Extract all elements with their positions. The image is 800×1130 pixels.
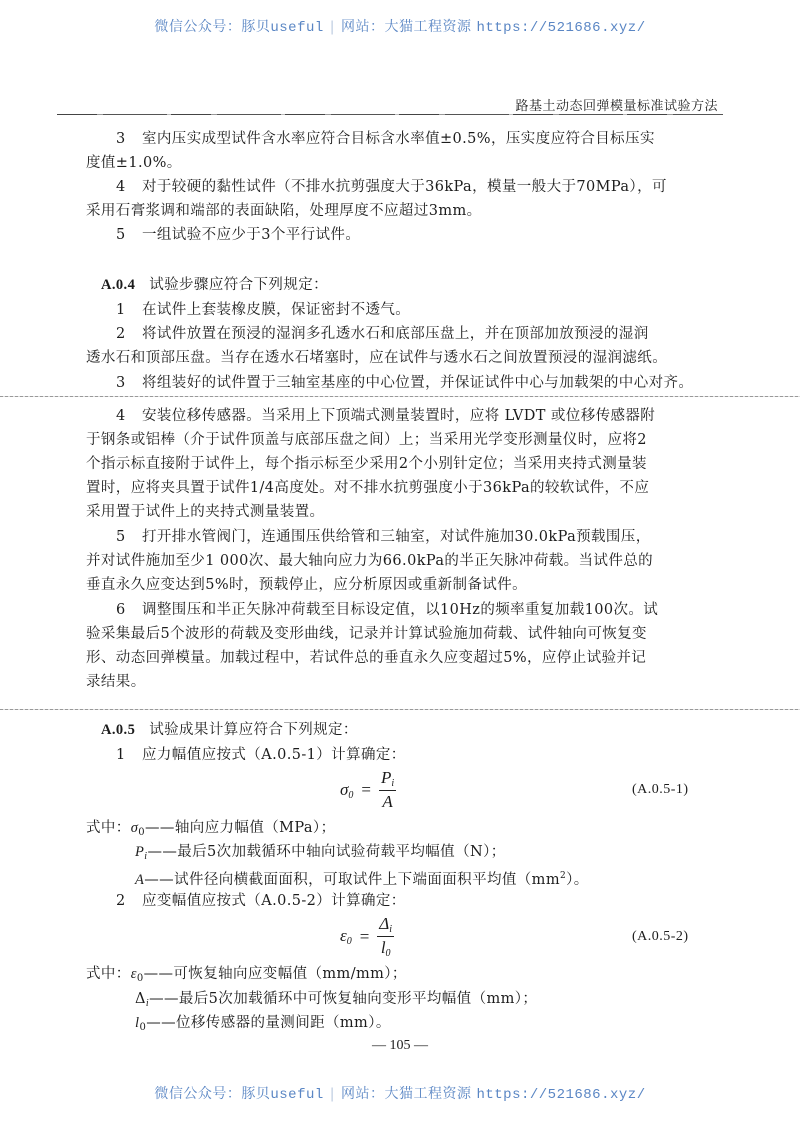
equation-number: (A.0.5-2) [632,929,689,944]
equation-number: (A.0.5-1) [632,782,689,797]
a04-item-5-line-1: 5 打开排水管阀门，连通围压供给管和三轴室，对试件施加30.0kPa预载围压， [116,529,651,545]
a04-item-4-line-5: 采用置于试件上的夹持式测量装置。 [86,504,325,520]
a04-item-6-line-3: 形、动态回弹模量。加载过程中，若试件总的垂直永久应变超过5%，应停止试验并记 [86,650,647,666]
def-delta-i: $\Delta_i——$最后5次加载循环中可恢复轴向变形平均幅值（mm）； [135,991,538,1009]
watermark-wechat-name: useful [270,20,324,36]
section-a04-heading [101,273,741,297]
section-a05-heading [101,718,741,742]
watermark-site-label: 网站：大猫工程资源 [341,1086,477,1102]
watermark-wechat-label: 微信公众号：豚贝 [154,19,271,35]
def-sigma0: 式中：$\sigma_0——$轴向应力幅值（MPa）； [86,820,336,838]
running-title: 路基土动态回弹模量标准试验方法 [515,99,718,114]
watermark-wechat-name: useful [270,1087,324,1103]
watermark-site-url[interactable]: https://521686.xyz/ [476,20,646,36]
item-5-line-1: 5 一组试验不应少于3个平行试件。 [116,227,361,243]
section-title: 试验步骤应符合下列规定： [149,277,329,293]
def-l0: $l_0——$位移传感器的量测间距（mm）。 [135,1015,391,1033]
formula-a05-2: $\varepsilon_0$ = $\frac{\Delta_i}{l_0}$ [340,914,393,959]
watermark-separator: | [329,1086,336,1102]
a04-item-3: 3 将组装好的试件置于三轴室基座的中心位置，并保证试件中心与加载架的中心对齐。 [116,375,694,391]
a04-item-4-line-3: 个指示标直接附于试件上，每个指示标至少采用2个小别针定位；当采用夹持式测量装 [86,456,647,472]
a04-item-6-line-2: 验采集最后5个波形的荷载及变形曲线，记录并计算试验施加荷载、试件轴向可恢复变 [86,626,647,642]
a04-item-2-line-2: 透水石和顶部压盘。当存在透水石堵塞时，应在试件与透水石之间放置预浸的湿润滤纸。 [86,350,668,366]
section-number: A.0.5 [101,722,136,738]
a04-item-5-line-3: 垂直永久应变达到5%时，预载停止，应分析原因或重新制备试件。 [86,577,528,593]
section-number: A.0.4 [101,277,136,293]
a05-item-2: 2 应变幅值应按式（A.0.5-2）计算确定： [116,893,406,909]
item-3-line-2: 度值±1.0%。 [86,155,182,171]
watermark-site-url[interactable]: https://521686.xyz/ [476,1087,646,1103]
header-rule [57,114,723,115]
section-title: 试验成果计算应符合下列规定： [149,722,358,738]
def-pi: $P_i——$最后5次加载循环中轴向试验荷载平均幅值（N）； [135,844,506,862]
item-4-line-2: 采用石膏浆调和端部的表面缺陷，处理厚度不应超过3mm。 [86,203,482,219]
a04-item-6-line-1: 6 调整围压和半正矢脉冲荷载至目标设定值，以10Hz的频率重复加载100次。试 [116,602,659,618]
def-a: A——试件径向横截面面积，可取试件上下端面面积平均值$(mm^2)$。 [135,871,589,888]
a04-item-4-line-2: 于钢条或铝棒（介于试件顶盖与底部压盘之间）上；当采用光学变形测量仪时，应将2 [86,432,647,448]
item-3-line-1: 3 室内压实成型试件含水率应符合目标含水率值±0.5%，压实度应符合目标压实 [116,131,655,147]
a04-item-1: 1 在试件上套装橡皮膜，保证密封不透气。 [116,302,411,318]
watermark-top [0,16,800,36]
watermark-bottom [0,1083,800,1103]
watermark-separator: | [329,19,336,35]
def-epsilon0: 式中：$\varepsilon_0——$可恢复轴向应变幅值（mm/mm）； [86,966,407,984]
page-number: — 105 — [372,1038,428,1053]
a04-item-6-line-4: 录结果。 [86,674,146,690]
a04-item-2-line-1: 2 将试件放置在预浸的湿润多孔透水石和底部压盘上，并在顶部加放预浸的湿润 [116,326,649,342]
watermark-wechat-label: 微信公众号：豚贝 [154,1086,271,1102]
a04-item-4-line-4: 置时，应将夹具置于试件1/4高度处。对不排水抗剪强度小于36kPa的较软试件，不应 [86,480,650,496]
scan-rule [0,709,800,710]
scan-rule [0,396,800,397]
a04-item-4-line-1: 4 安装位移传感器。当采用上下顶端式测量装置时，应将 LVDT 或位移传感器附 [116,408,656,424]
formula-a05-1: $\sigma_0$ = $\frac{P_i}{A}$ [340,768,395,811]
a04-item-5-line-2: 并对试件施加至少1 000次、最大轴向应力为66.0kPa的半正矢脉冲荷载。当试件总的 [86,553,654,569]
item-4-line-1: 4 对于较硬的黏性试件（不排水抗剪强度大于36kPa，模量一般大于70MPa），可 [116,179,667,195]
watermark-site-label: 网站：大猫工程资源 [341,19,477,35]
fraction: $\frac{P_i}{A}$ [380,768,395,811]
a05-item-1: 1 应力幅值应按式（A.0.5-1）计算确定： [116,747,406,763]
fraction: $\frac{\Delta_i}{l_0}$ [379,914,393,959]
